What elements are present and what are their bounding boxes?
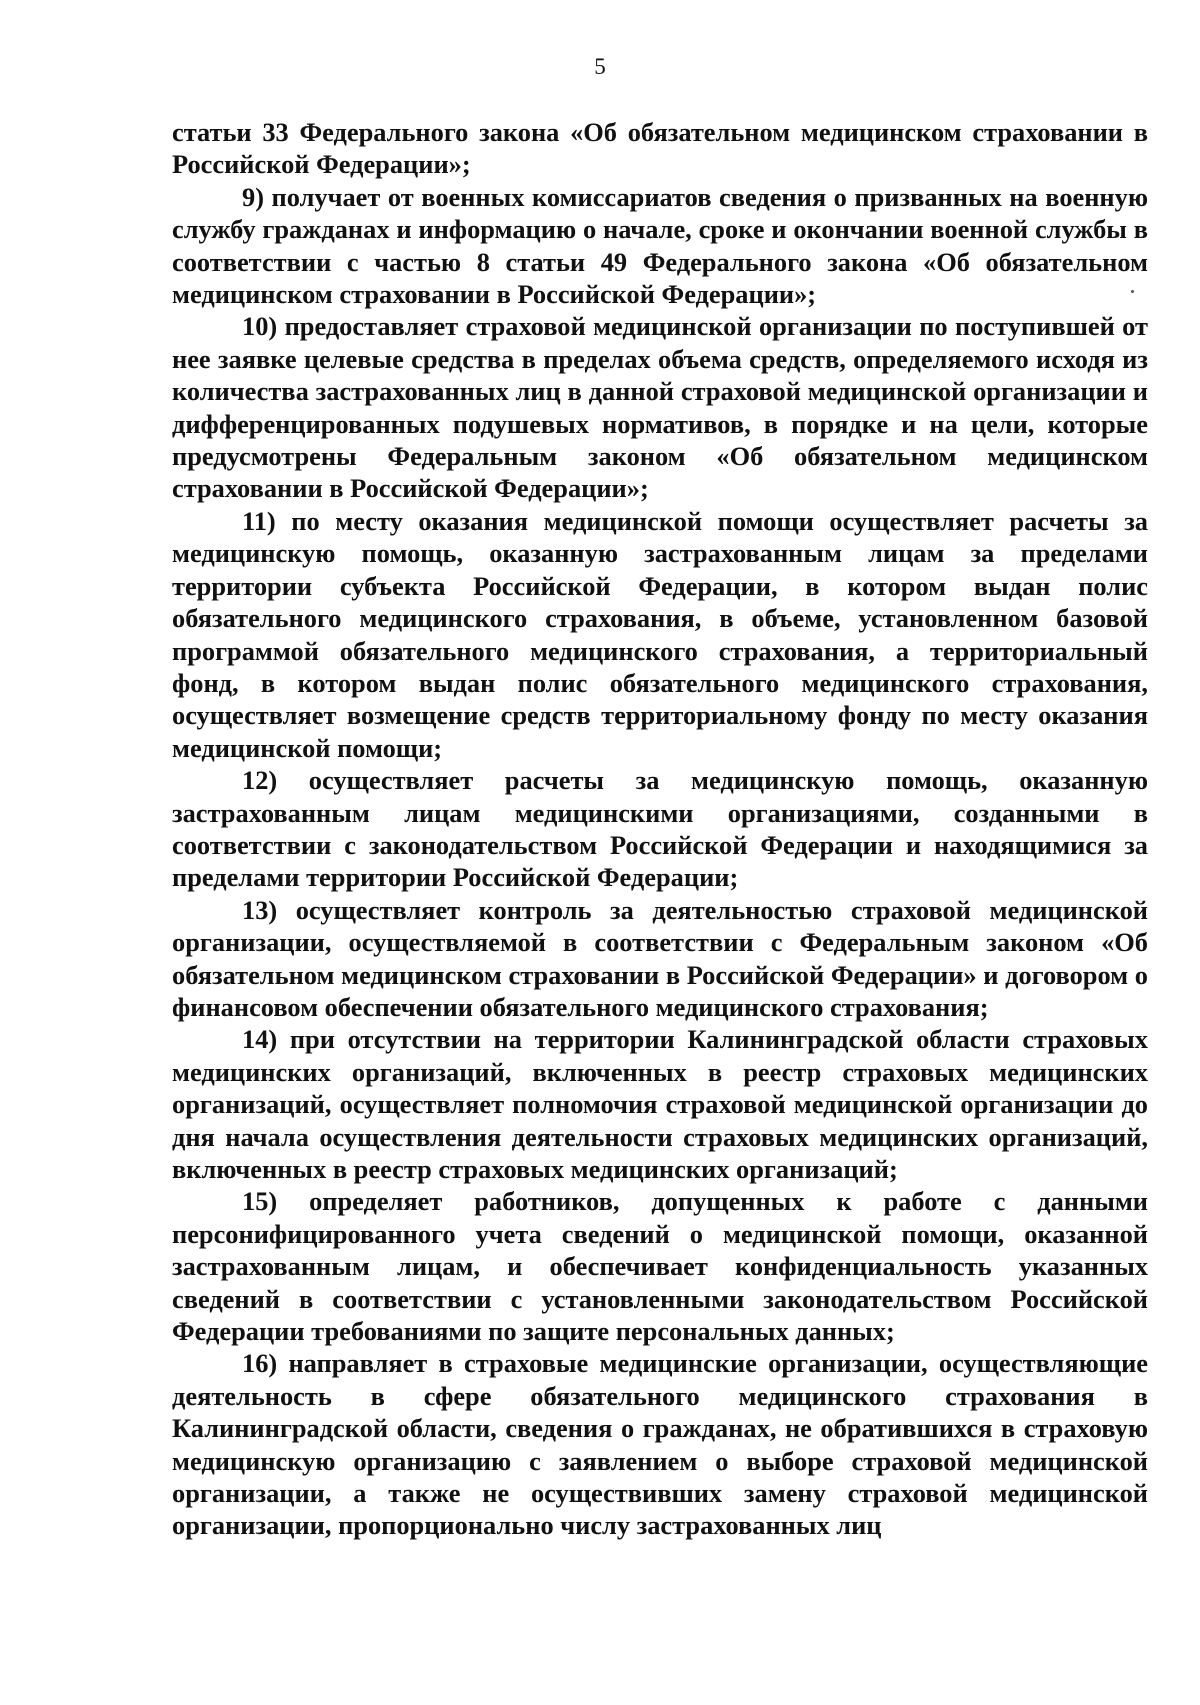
- paragraph-continuation: статьи 33 Федерального закона «Об обязательном медицинском страховании в Российской Федерации»;: [172, 117, 1148, 180]
- paragraph-item-14: 14) при отсутствии на территории Калининградской области страховых медицинских организаций, включенных в реестр страховых медицинских организаций, осуществляет полномочия страховой медицинской организации до дня начала осуществления деятельности страховых медицинских организаций, включенных в реестр страховых медицинских организаций;: [172, 1024, 1148, 1184]
- paragraph-item-9: 9) получает от военных комиссариатов сведения о призванных на военную службу гражданах и информацию о начале, сроке и окончании военной службы в соответствии с частью 8 статьи 49 Федерального закона «Об обязательном медицинском страховании в Российской Федерации»;: [172, 181, 1148, 310]
- paragraph-item-13: 13) осуществляет контроль за деятельностью страховой медицинской организации, осуществляемой в соответствии с Федеральным законом «Об обязательном медицинском страховании в Российской Федерации» и договором о финансовом обеспечении обязательного медицинского страхования;: [172, 894, 1148, 1022]
- paragraph-item-15: 15) определяет работников, допущенных к работе с данными персонифицированного учета сведений о медицинской помощи, оказанной застрахованным лицам, и обеспечивает конфиденциальность указанных сведений в соответствии с установленными законодательством Российской Федерации требованиями по защите персональных данных;: [172, 1186, 1148, 1347]
- scan-speck: [1131, 290, 1134, 293]
- page-number: 5: [594, 54, 606, 79]
- paragraph-item-11: 11) по месту оказания медицинской помощи осуществляет расчеты за медицинскую помощь, оказанную застрахованным лицам за пределами территории субъекта Российской Федерации, в котором выдан полис обязательного медицинского страхования, в объеме, установленном базовой программой обязательного медицинского страхования, а территориальный фонд, в котором выдан полис обязательного медицинского страхования, осуществляет возмещение средств территориальному фонду по месту оказания медицинской помощи;: [172, 505, 1148, 763]
- paragraph-item-16: 16) направляет в страховые медицинские организации, осуществляющие деятельность в сфере обязательного медицинского страхования в Калининградской области, сведения о гражданах, не обратившихся в страховую медицинскую организацию с заявлением о выборе страховой медицинской организации, а также не осуществивших замену страховой медицинской организации, пропорционально числу застрахованных лиц: [172, 1348, 1148, 1541]
- paragraph-item-10: 10) предоставляет страховой медицинской организации по поступившей от нее заявке целевые средства в пределах объема средств, определяемого исходя из количества застрахованных лиц в данной страховой медицинской организации и дифференцированных подушевых нормативов, в порядке и на цели, которые предусмотрены Федеральным законом «Об обязательном медицинском страховании в Российской Федерации»;: [172, 311, 1148, 504]
- document-body: [172, 116, 1148, 1542]
- paragraph-item-12: 12) осуществляет расчеты за медицинскую помощь, оказанную застрахованным лицам медицинскими организациями, созданными в соответствии с законодательством Российской Федерации и находящимися за пределами территории Российской Федерации;: [172, 765, 1148, 893]
